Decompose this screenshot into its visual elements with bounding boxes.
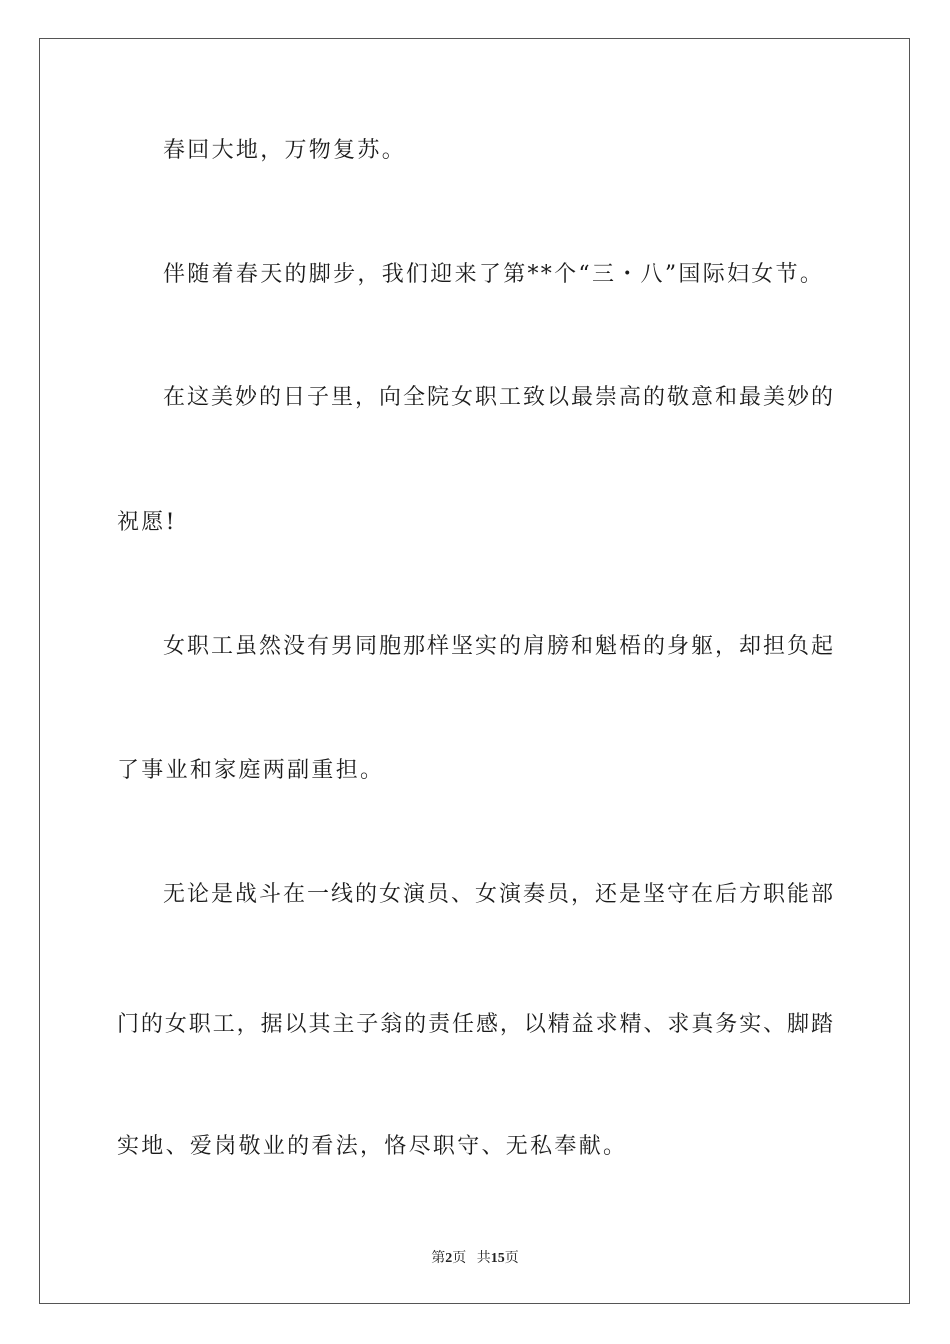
paragraph-line-4: 祝愿!: [117, 510, 177, 535]
total-suffix: 页: [504, 1251, 519, 1266]
paragraph-line-6: 了事业和家庭两副重担。: [117, 758, 385, 783]
paragraph-line-5: 女职工虽然没有男同胞那样坚实的肩膀和魁梧的身躯，却担负起: [163, 634, 833, 659]
total-pages: 15: [490, 1251, 505, 1266]
paragraph-line-1: 春回大地，万物复苏。: [163, 138, 407, 163]
page-prefix: 第: [431, 1251, 446, 1266]
page-footer: [0, 1247, 950, 1267]
page-number: 2: [445, 1251, 453, 1266]
page-suffix: 页: [452, 1251, 467, 1266]
paragraph-line-8: 门的女职工，据以其主子翁的责任感，以精益求精、求真务实、脚踏: [117, 1012, 833, 1037]
paragraph-line-7: 无论是战斗在一线的女演员、女演奏员，还是坚守在后方职能部: [163, 882, 833, 907]
paragraph-line-9: 实地、爱岗敬业的看法，恪尽职守、无私奉献。: [117, 1134, 628, 1159]
page-border: [39, 38, 910, 1304]
paragraph-line-2: 伴随着春天的脚步，我们迎来了第**个“三・八”国际妇女节。: [163, 262, 825, 287]
total-prefix: 共: [476, 1251, 491, 1266]
paragraph-line-3: 在这美妙的日子里，向全院女职工致以最崇高的敬意和最美妙的: [163, 385, 833, 410]
